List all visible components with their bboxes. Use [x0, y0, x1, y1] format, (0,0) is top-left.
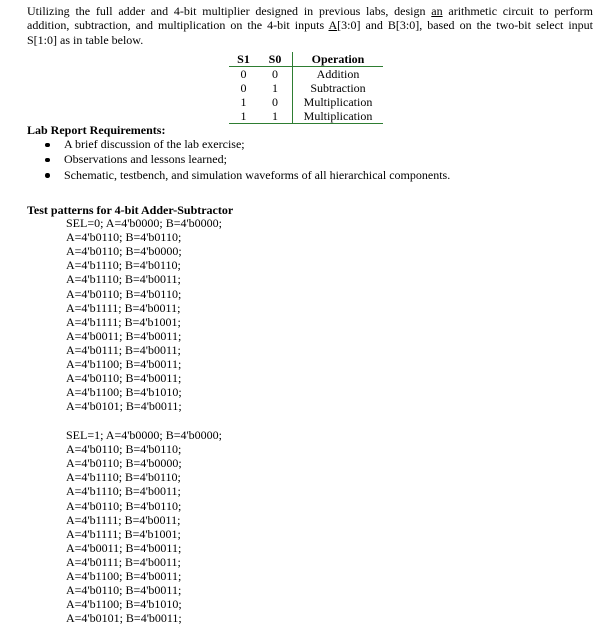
header-s0: S0 — [258, 52, 293, 67]
pattern-line: A=4'b0110; B=4'b0110; — [66, 230, 182, 245]
pattern-list-sel0 — [66, 216, 222, 414]
pattern-line: A=4'b0101; B=4'b0011; — [66, 399, 182, 414]
table-row — [229, 109, 383, 124]
table-row — [229, 81, 383, 95]
header-operation: Operation — [293, 52, 384, 67]
pattern-line: A=4'b1110; B=4'b0011; — [66, 272, 181, 287]
pattern-line: A=4'b1111; B=4'b1001; — [66, 314, 181, 329]
pattern-line: A=4'b0111; B=4'b0011; — [66, 342, 181, 357]
pattern-line: A=4'b1111; B=4'b0011; — [66, 512, 181, 527]
pattern-line: A=4'b0110; B=4'b0000; — [66, 456, 182, 471]
pattern-line: A=4'b1110; B=4'b0011; — [66, 484, 181, 499]
cell-s1: 1 — [229, 109, 258, 124]
table-row — [229, 95, 383, 109]
pattern-line: A=4'b0101; B=4'b0011; — [66, 611, 182, 626]
pattern-line: A=4'b1110; B=4'b0110; — [66, 258, 181, 273]
intro-text-2: arithmetic circuit to perform addition, subtraction, and multiplication on the 4-bit inputs — [27, 4, 593, 33]
intro-underlined-a: A — [328, 18, 338, 33]
cell-s1: 0 — [240, 67, 247, 81]
pattern-line: A=4'b0011; B=4'b0011; — [66, 328, 182, 343]
cell-s0: 0 — [258, 95, 293, 109]
cell-s1: 1 — [240, 95, 247, 109]
list-item: Schematic, testbench, and simulation waveforms of all hierarchical components. — [27, 168, 450, 183]
pattern-line: A=4'b1111; B=4'b1001; — [66, 526, 181, 541]
pattern-line: SEL=1; A=4'b0000; B=4'b0000; — [66, 428, 222, 442]
list-item: Observations and lessons learned; — [27, 152, 450, 167]
list-item: A brief discussion of the lab exercise; — [27, 137, 450, 152]
pattern-line: A=4'b0110; B=4'b0110; — [66, 286, 182, 301]
cell-s0: 1 — [258, 81, 293, 95]
cell-operation: Addition — [316, 67, 360, 81]
cell-s0: 1 — [258, 109, 293, 124]
pattern-line: A=4'b1100; B=4'b0011; — [66, 569, 182, 584]
requirements-list — [27, 137, 450, 183]
pattern-line: A=4'b1100; B=4'b1010; — [66, 597, 182, 612]
cell-operation: Multiplication — [303, 95, 373, 109]
intro-text-1: Utilizing the full adder and 4-bit multiplier designed in previous labs, design — [27, 4, 432, 18]
intro-text-3: [3:0] and B[3:0], based on the two-bit select input S[1:0] as in table below. — [27, 18, 593, 47]
cell-operation: Subtraction — [310, 81, 366, 95]
pattern-line: A=4'b0110; B=4'b0110; — [66, 498, 182, 513]
pattern-line: A=4'b0011; B=4'b0011; — [66, 540, 182, 555]
header-s1: S1 — [229, 52, 258, 67]
pattern-line: A=4'b1111; B=4'b0011; — [66, 300, 181, 315]
intro-underlined-an: an — [431, 4, 443, 18]
table-row — [229, 67, 383, 82]
requirements-heading: Lab Report Requirements: — [27, 123, 166, 137]
pattern-line: A=4'b1100; B=4'b0011; — [66, 357, 182, 372]
pattern-line: A=4'b0110; B=4'b0110; — [66, 442, 182, 457]
pattern-line: A=4'b0110; B=4'b0011; — [66, 583, 182, 598]
test-patterns-heading: Test patterns for 4-bit Adder-Subtractor — [27, 203, 234, 217]
intro-paragraph — [27, 4, 593, 47]
cell-s0: 0 — [258, 67, 293, 82]
pattern-line: A=4'b0111; B=4'b0011; — [66, 554, 181, 569]
cell-s1: 0 — [240, 81, 247, 95]
pattern-line: A=4'b0110; B=4'b0011; — [66, 371, 182, 386]
pattern-line: A=4'b0110; B=4'b0000; — [66, 244, 182, 259]
pattern-line: A=4'b1100; B=4'b1010; — [66, 385, 182, 400]
pattern-line: SEL=0; A=4'b0000; B=4'b0000; — [66, 216, 222, 230]
cell-operation: Multiplication — [293, 109, 384, 124]
table-header-row — [229, 52, 383, 67]
operation-select-table — [229, 52, 383, 124]
pattern-list-sel1 — [66, 428, 222, 626]
pattern-line: A=4'b1110; B=4'b0110; — [66, 470, 181, 485]
